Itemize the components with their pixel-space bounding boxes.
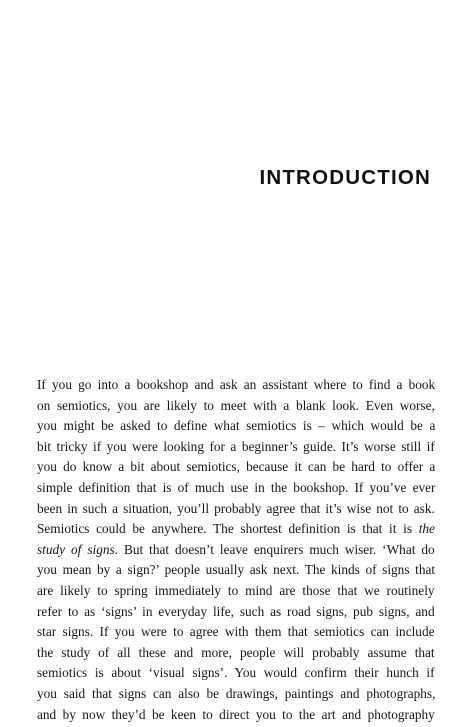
emphasis-text: study of signs bbox=[37, 541, 115, 557]
chapter-heading: INTRODUCTION bbox=[259, 166, 431, 189]
body-paragraph bbox=[37, 375, 435, 725]
text-line: refer to as ‘signs’ in everyday life, such as road signs, pub signs, and bbox=[37, 603, 435, 619]
text-line: and by now they’d be keen to direct you to the art and photography bbox=[37, 706, 435, 722]
emphasis-text: the bbox=[418, 521, 435, 537]
text-line: you do know a bit about semiotics, because it can be hard to offer a bbox=[37, 459, 436, 475]
text-line: Semiotics could be anywhere. The shortest definition is that it is the bbox=[37, 521, 435, 537]
text-line: the study of all these and more, people will probably assume that bbox=[37, 644, 435, 660]
text-line: bit tricky if you were looking for a beginner’s guide. It’s worse still if bbox=[37, 438, 435, 454]
text-line: you mean by a sign?’ people usually ask next. The kinds of signs that bbox=[37, 562, 436, 578]
text-line: been in such a situation, you’ll probably agree that it’s wise not to ask. bbox=[37, 500, 435, 516]
text-line: are likely to spring immediately to mind are those that we routinely bbox=[37, 582, 435, 598]
text-line: simple definition that is of much use in the bookshop. If you’ve ever bbox=[37, 479, 436, 495]
text-line: you might be asked to define what semiotics is – which would be a bbox=[37, 418, 436, 434]
text-line: study of signs. But that doesn’t leave enquirers much wiser. ‘What do bbox=[37, 541, 435, 557]
text-line: you said that signs can also be drawings, paintings and photographs, bbox=[37, 685, 436, 701]
text-line: star signs. If you were to agree with them that semiotics can include bbox=[37, 624, 435, 640]
text-line: semiotics is about ‘visual signs’. You would confirm their hunch if bbox=[37, 665, 435, 681]
text-line: If you go into a bookshop and ask an assistant where to find a book bbox=[37, 377, 436, 392]
text-line: on semiotics, you are likely to meet with a blank look. Even worse, bbox=[37, 397, 435, 413]
